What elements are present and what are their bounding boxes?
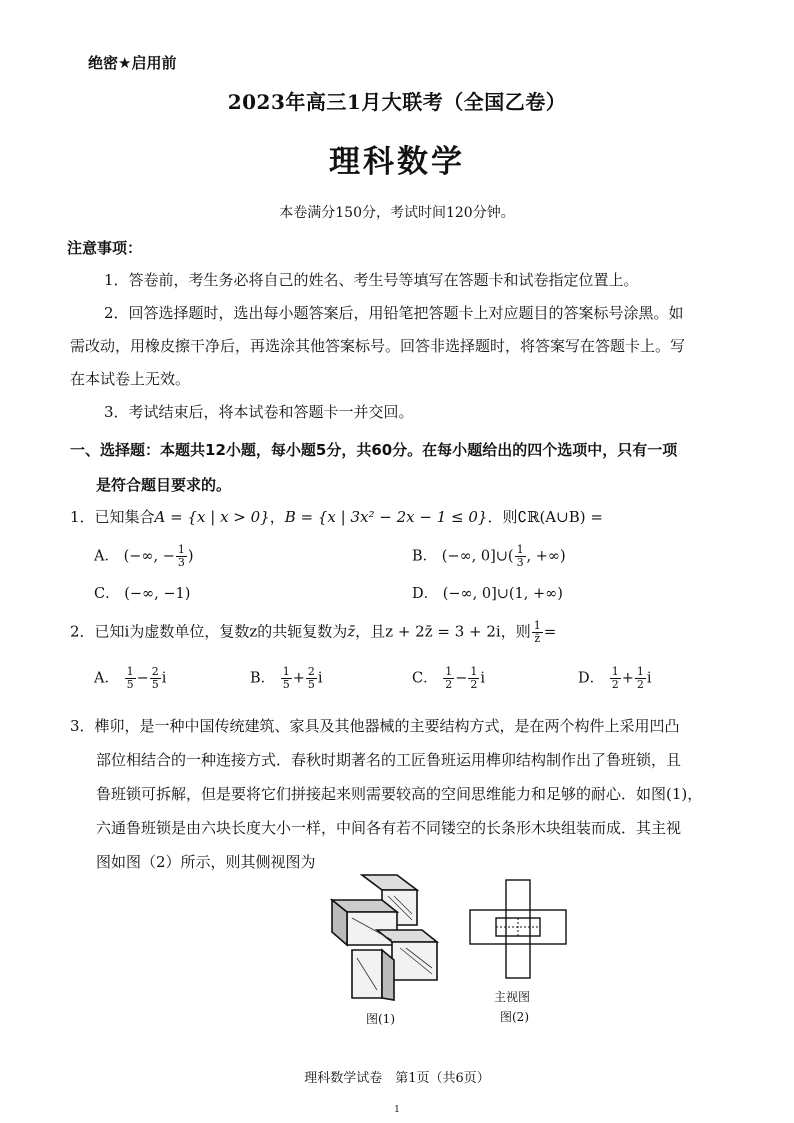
q1-option-d-label: D．: [412, 586, 439, 602]
q2-b-frac-2: [306, 666, 317, 691]
q1-option-b-label: B．: [412, 548, 438, 565]
q3-line-4: 六通鲁班锁是由六块长度大小一样，中间各有若不同镂空的长条形木块组装而成．其主视: [96, 819, 682, 837]
page-number: 1: [394, 1105, 400, 1115]
q3-line-1: 3．榫卯，是一种中国传统建筑、家具及其他器械的主要结构方式，是在两个构件上采用凹凸: [70, 717, 680, 735]
q1-set-b: B = {x | 3x² − 2x − 1 ≤ 0}: [284, 508, 488, 526]
q1-set-a: A = {x | x > 0}: [154, 508, 270, 526]
q1-option-b-pre: (−∞, 0]∪(: [441, 548, 514, 565]
q3-line-2: 部位相结合的一种连接方式．春秋时期著名的工匠鲁班运用榫卯结构制作出了鲁班锁，且: [96, 751, 682, 769]
frac-den: 2: [445, 678, 453, 691]
q3-line-5: 图如图（2）所示，则其侧视图为: [96, 853, 316, 871]
exam-info: 本卷满分150分，考试时间120分钟。: [279, 205, 515, 221]
subject-title: 理科数学: [329, 144, 465, 180]
q1-ask: ．则∁ℝ(A∪B) =: [487, 508, 603, 526]
frac-num: 1: [126, 665, 134, 678]
q1-option-d[interactable]: [412, 582, 563, 603]
q2-d-frac-1: [610, 666, 621, 691]
q2-c-i: i: [480, 670, 486, 687]
q2-option-a[interactable]: [94, 666, 166, 691]
notice-item-3: 3．考试结束后，将本试卷和答题卡一并交回。: [104, 403, 414, 421]
q2-b-op: +: [292, 670, 305, 687]
frac-num: 1: [470, 665, 478, 678]
q2-a-frac-2: [150, 666, 161, 691]
frac-den: 2: [611, 678, 619, 691]
q2-d-frac-2: [635, 666, 646, 691]
q1-option-a-label: A．: [94, 548, 119, 565]
q2-stem-a: 2．已知i为虚数单位，复数z的共轭复数为: [70, 622, 348, 641]
frac-num: 1: [177, 543, 185, 556]
front-view-figure: [468, 878, 568, 980]
q2-c-frac-1: [443, 666, 454, 691]
q2-b-i: i: [317, 670, 323, 687]
frac-num: 1: [611, 665, 619, 678]
frac-den: 3: [177, 556, 185, 569]
q1-option-a-pre: (−∞, −: [123, 548, 175, 565]
frac-num: 1: [533, 619, 541, 632]
q2-d-op: +: [621, 670, 634, 687]
q2-stem-b: ，且z + 2z̄ = 3 + 2i，则: [355, 622, 531, 641]
q1-option-c-label: C．: [94, 586, 120, 602]
secret-mark: 绝密★启用前: [88, 54, 177, 72]
figure-2-caption: 图(2): [500, 1010, 529, 1024]
q3-line-3: 鲁班锁可拆解，但是要将它们拼接起来则需要较高的空间思维能力和足够的耐心．如图(1)，: [96, 785, 703, 803]
q1-stem-text: 1．已知集合: [70, 508, 155, 526]
q2-a-op: −: [136, 670, 149, 687]
notice-item-2-line-1: 2．回答选择题时，选出每小题答案后，用铅笔把答题卡上对应题目的答案标号涂黑。如: [104, 304, 684, 322]
q1-option-c[interactable]: [94, 582, 190, 603]
frac-den: 5: [151, 678, 159, 691]
frac-num: 1: [516, 543, 524, 556]
frac-den: 2: [470, 678, 478, 691]
q1-option-b[interactable]: [412, 544, 566, 569]
frac-den: 5: [282, 678, 290, 691]
q2-option-c-label: C．: [412, 670, 438, 687]
figure-1-caption: 图(1): [366, 1012, 395, 1026]
q2-option-b-label: B．: [250, 670, 276, 687]
frac-num: 2: [307, 665, 315, 678]
q2-c-op: −: [455, 670, 468, 687]
q2-option-b[interactable]: [250, 666, 323, 691]
q2-option-d-label: D．: [578, 670, 605, 687]
exam-title: 2023年高三1月大联考（全国乙卷）: [227, 90, 567, 114]
frac-num: 1: [636, 665, 644, 678]
page-footer: 理科数学试卷 第1页（共6页）: [304, 1071, 490, 1086]
frac-den: 5: [307, 678, 315, 691]
q1-option-a[interactable]: [94, 544, 194, 569]
q2-zbar: z̄: [347, 622, 356, 641]
q1-option-d-text: (−∞, 0]∪(1, +∞): [442, 586, 563, 602]
q2-option-a-label: A．: [94, 670, 119, 687]
q1-option-a-post: ): [187, 548, 194, 565]
q2-a-i: i: [161, 670, 167, 687]
frac-den: 3: [516, 556, 524, 569]
frac-num: 2: [151, 665, 159, 678]
q2-option-d[interactable]: [578, 666, 652, 691]
frac-num: 1: [445, 665, 453, 678]
question-1-stem: [70, 507, 603, 527]
luban-lock-figure: [322, 870, 452, 1005]
q2-ask-fraction: [532, 620, 543, 645]
frac-den: 2: [636, 678, 644, 691]
frac-den: z̄: [534, 632, 541, 645]
q1-option-c-text: (−∞, −1): [124, 586, 191, 602]
q2-a-frac-1: [125, 666, 136, 691]
q1-option-a-fraction: [176, 544, 187, 569]
q2-b-frac-1: [281, 666, 292, 691]
notice-item-2-line-3: 在本试卷上无效。: [70, 370, 191, 388]
question-2-stem: [70, 620, 556, 645]
notice-item-2-line-2: 需改动，用橡皮擦干净后，再选涂其他答案标号。回答非选择题时，将答案写在答题卡上。写: [70, 337, 686, 355]
q1-option-b-fraction: [515, 544, 526, 569]
notice-item-1: 1．答卷前，考生务必将自己的姓名、考生号等填写在答题卡和试卷指定位置上。: [104, 271, 639, 289]
notice-heading: 注意事项：: [67, 239, 143, 257]
section-heading-line-2: 是符合题目要求的。: [96, 476, 232, 494]
q1-sep: ，: [269, 508, 285, 526]
q2-c-frac-2: [468, 666, 479, 691]
q2-option-c[interactable]: [412, 666, 485, 691]
q2-ask-eq: =: [543, 622, 557, 641]
frac-num: 1: [282, 665, 290, 678]
figure-2-label: 主视图: [494, 990, 531, 1004]
q1-option-b-post: , +∞): [526, 548, 566, 565]
section-heading-line-1: 一、选择题：本题共12小题，每小题5分，共60分。在每小题给出的四个选项中，只有一项: [70, 441, 678, 459]
q2-d-i: i: [646, 670, 652, 687]
frac-den: 5: [126, 678, 134, 691]
